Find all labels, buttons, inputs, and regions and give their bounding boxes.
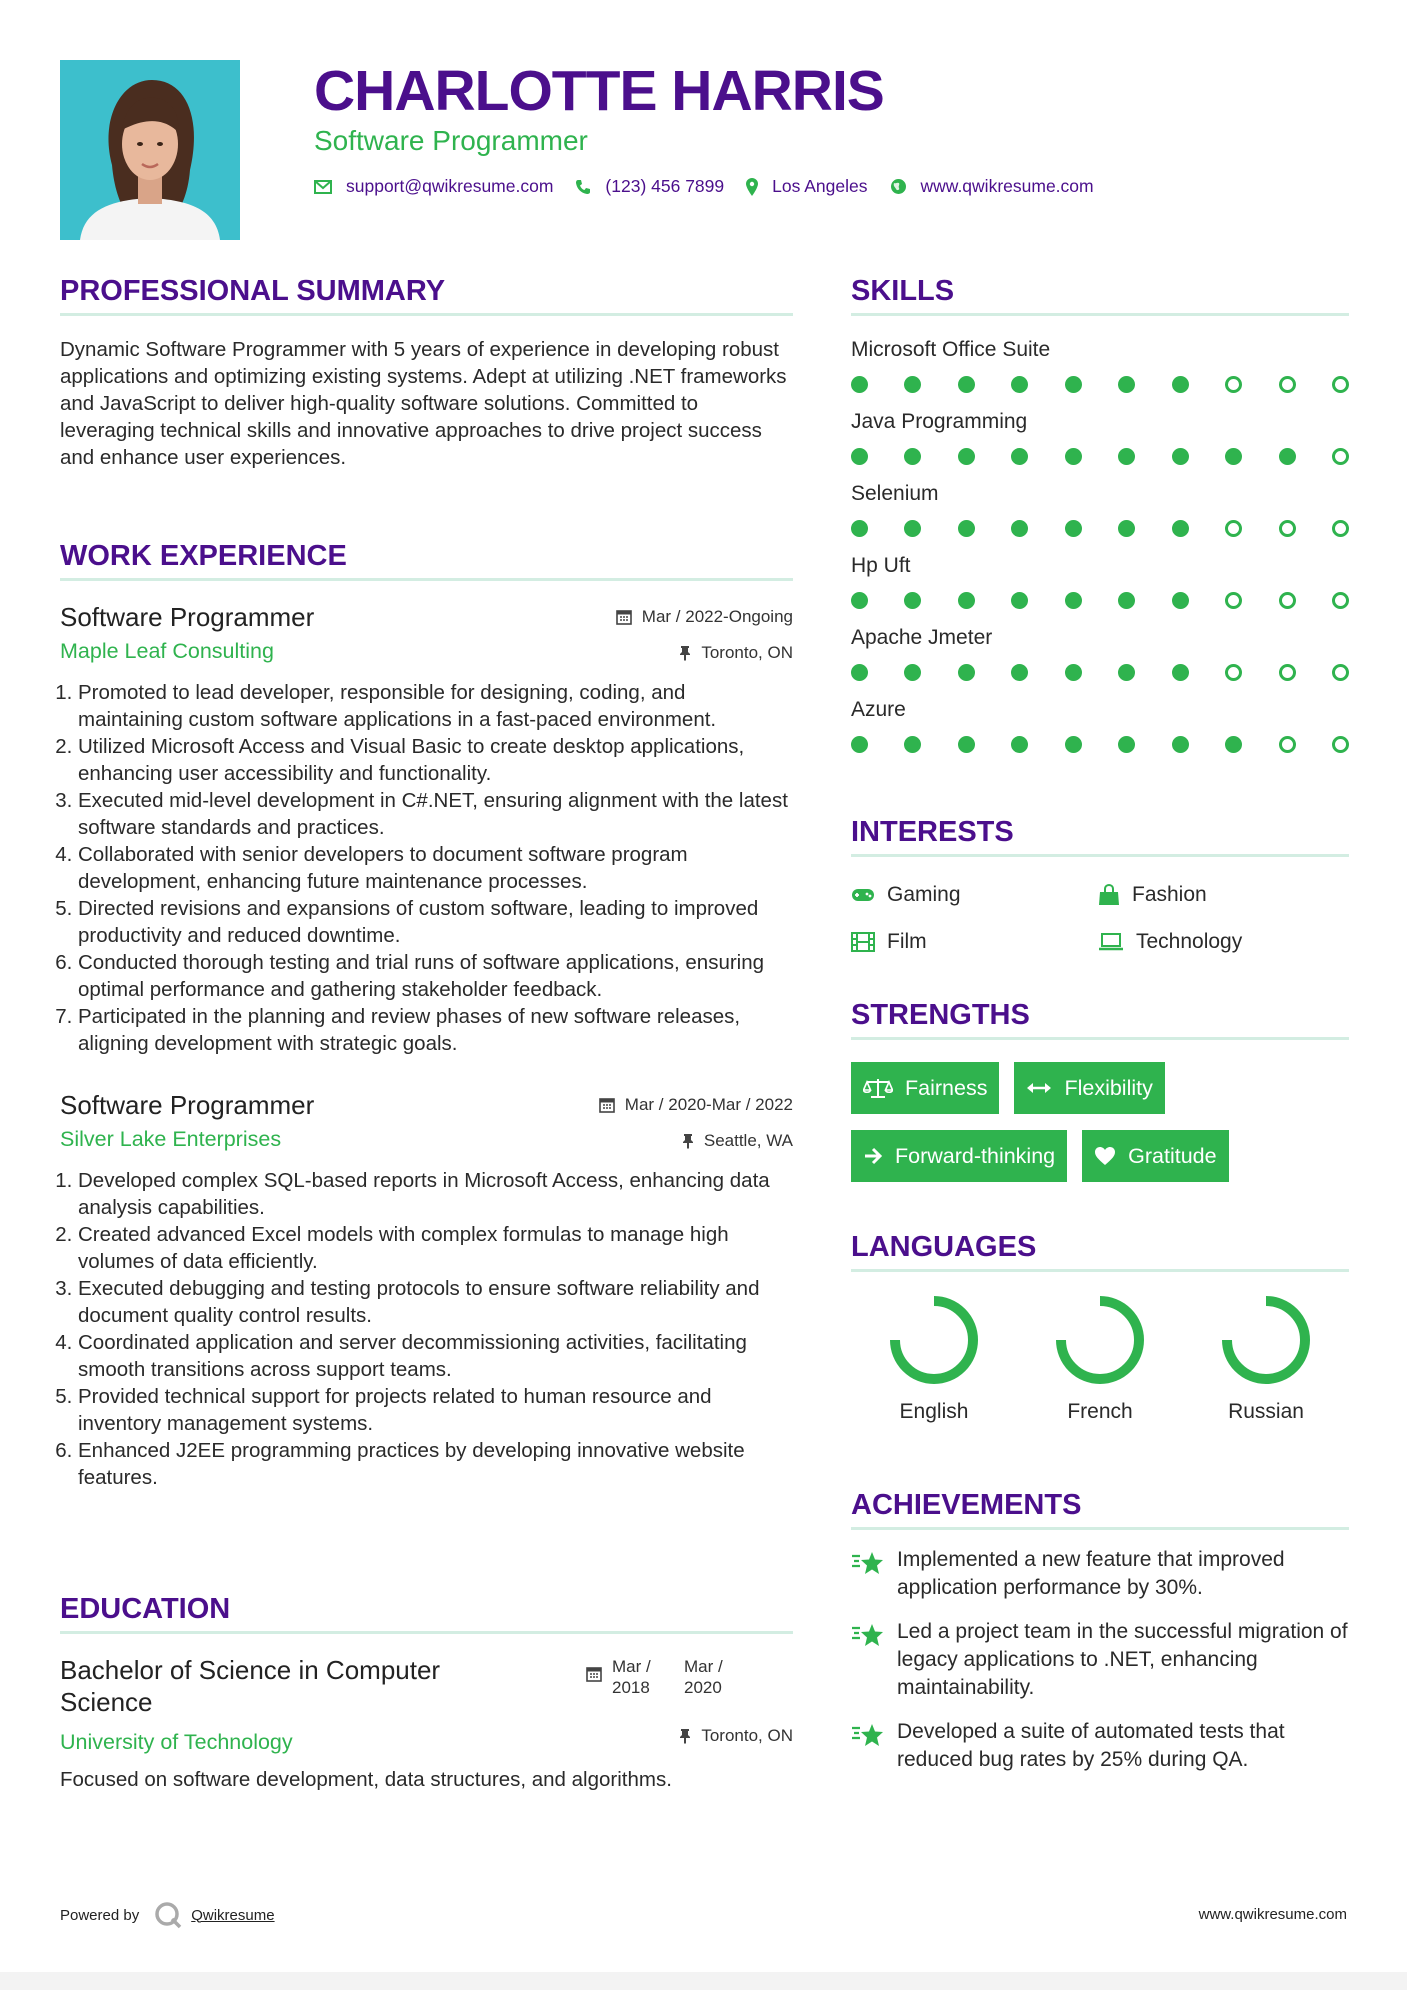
interests-heading: INTERESTS [851,815,1349,857]
skill-row [851,336,1349,393]
languages-list [851,1294,1349,1424]
summary-text: Dynamic Software Programmer with 5 years of experience in developing robust applications and optimizing existing systems. Adept at utilizing .NET frameworks and JavaScript to deliver high-quality software solutions. Committed to leveraging technical skills and innovative approaches to drive project success and enhance user experiences. [60,338,787,469]
contact-website-text: www.qwikresume.com [920,176,1094,196]
rating-dot-filled [1118,736,1135,753]
job-company: Silver Lake Enterprises [60,1127,282,1151]
skill-name: Selenium [851,482,939,505]
pushpin-icon [679,645,691,661]
pushpin-icon [682,1133,694,1149]
rating-dot-filled [1065,376,1082,393]
language-level-ring [1054,1294,1146,1386]
achievement-text: Led a project team in the successful migration of legacy applications to .NET, enhancing maintainability. [897,1620,1348,1699]
rating-dot-filled [1011,592,1028,609]
contact-phone[interactable] [575,176,724,197]
job-bullet: 6. Conducted thorough testing and trial runs of software applications, ensuring optimal performance and gathering stakeholder feedback. [78,949,793,1003]
education-heading: EDUCATION [60,1592,793,1634]
rating-dot-filled [1011,520,1028,537]
job-bullet: 6. Enhanced J2EE programming practices by developing innovative website features. [78,1437,793,1491]
language-level-ring [888,1294,980,1386]
job-date [599,1095,793,1115]
rating-dot-filled [904,520,921,537]
achievements-heading: ACHIEVEMENTS [851,1488,1349,1530]
rating-dot-filled [1172,520,1189,537]
rating-dot-empty [1332,520,1349,537]
job-bullet: 5. Directed revisions and expansions of custom software, leading to improved productivity and reduced downtime. [78,895,793,949]
skill-row [851,552,1349,609]
interest-item [1098,881,1348,908]
contact-website[interactable] [890,176,1094,197]
job-location [679,643,793,663]
strength-tag [1014,1062,1164,1114]
candidate-name: CHARLOTTE HARRIS [314,59,884,123]
rating-dot-filled [1118,376,1135,393]
rating-dot-filled [851,736,868,753]
rating-dot-filled [851,664,868,681]
job-bullets [60,679,793,1057]
skill-rating [851,448,1349,465]
achievement-text: Implemented a new feature that improved application performance by 30%. [897,1548,1285,1599]
job-bullet: 5. Provided technical support for projects related to human resource and inventory management systems. [78,1383,793,1437]
balance-scale-icon [863,1077,893,1099]
rating-dot-filled [1011,448,1028,465]
rating-dot-filled [1011,736,1028,753]
shooting-star-icon [851,1722,885,1748]
heart-icon [1094,1146,1116,1166]
school-name: University of Technology [60,1730,293,1754]
achievement-item [851,1546,1349,1602]
contact-email[interactable] [314,176,553,197]
rating-dot-filled [851,448,868,465]
rating-dot-filled [1011,664,1028,681]
rating-dot-empty [1332,448,1349,465]
rating-dot-empty [1225,376,1242,393]
strength-label: Fairness [905,1075,988,1100]
rating-dot-filled [1065,736,1082,753]
skill-rating [851,592,1349,609]
education-section [60,1592,793,1793]
skill-rating [851,520,1349,537]
strength-tag [851,1130,1067,1182]
job-bullets [60,1167,793,1491]
strengths-section [851,998,1349,1182]
calendar-icon [599,1097,615,1113]
envelope-icon [314,180,332,194]
rating-dot-filled [1225,736,1242,753]
shopping-bag-icon [1098,884,1120,906]
rating-dot-filled [1065,520,1082,537]
pushpin-icon [679,1728,691,1744]
qwikresume-logo-icon [153,1900,183,1930]
job-bullet: 3. Executed mid-level development in C#.NET, ensuring alignment with the latest software standards and practices. [78,787,793,841]
rating-dot-empty [1279,736,1296,753]
shooting-star-icon [851,1622,885,1648]
education-description: Focused on software development, data structures, and algorithms. [60,1768,672,1791]
job-bullet: 7. Participated in the planning and review phases of new software releases, aligning development with strategic goals. [78,1003,793,1057]
arrow-right-icon [863,1147,883,1165]
rating-dot-empty [1225,592,1242,609]
job-entry [60,1089,793,1491]
skill-row [851,480,1349,537]
footer-powered-by [60,1900,275,1930]
rating-dot-filled [1279,448,1296,465]
strengths-heading: STRENGTHS [851,998,1349,1040]
map-pin-icon [746,178,758,196]
rating-dot-filled [1065,592,1082,609]
contact-phone-text: (123) 456 7899 [605,176,725,196]
rating-dot-filled [1011,376,1028,393]
job-location-text: Seattle, WA [703,1131,793,1150]
language-item [851,1294,1017,1424]
strength-label: Gratitude [1128,1143,1217,1168]
rating-dot-filled [958,448,975,465]
strength-tag [851,1062,999,1114]
rating-dot-filled [904,664,921,681]
interest-label: Technology [1136,930,1243,953]
interest-item [1098,928,1348,955]
degree-title: Bachelor of Science in Computer Science [60,1655,441,1717]
rating-dot-filled [1172,448,1189,465]
strengths-tags [851,1062,1349,1182]
language-item [1183,1294,1349,1424]
education-location [679,1726,793,1746]
language-label: French [1067,1400,1133,1423]
education-start: Mar / 2018 [612,1657,651,1697]
rating-dot-filled [1118,592,1135,609]
rating-dot-filled [1118,664,1135,681]
rating-dot-filled [958,520,975,537]
rating-dot-filled [958,736,975,753]
language-label: Russian [1228,1400,1304,1423]
film-icon [851,932,875,952]
interest-label: Fashion [1132,883,1207,906]
powered-by-label: Powered by [60,1906,140,1924]
job-location [682,1131,793,1151]
job-bullet: 1. Promoted to lead developer, responsible for designing, coding, and maintaining custom software applications in a fast-paced environment. [78,679,793,733]
rating-dot-filled [1065,448,1082,465]
rating-dot-filled [904,448,921,465]
skill-row [851,624,1349,681]
summary-section [60,274,793,471]
interest-item [851,928,1098,955]
education-dates [586,1656,742,1698]
language-item [1017,1294,1183,1424]
skill-rating [851,664,1349,681]
experience-heading: WORK EXPERIENCE [60,539,793,581]
page-bottom-band [0,1972,1407,1990]
rating-dot-filled [851,592,868,609]
rating-dot-filled [1172,736,1189,753]
achievements-list [851,1546,1349,1774]
laptop-icon [1098,933,1124,951]
contact-email-text: support@qwikresume.com [346,176,554,196]
job-date-text: Mar / 2020-Mar / 2022 [624,1095,793,1114]
rating-dot-filled [1065,664,1082,681]
rating-dot-empty [1332,376,1349,393]
footer-website[interactable]: www.qwikresume.com [1198,1906,1347,1923]
skill-name: Apache Jmeter [851,626,993,649]
skill-rating [851,376,1349,393]
profile-photo [60,60,240,240]
language-label: English [899,1400,969,1423]
languages-section [851,1230,1349,1424]
rating-dot-filled [958,376,975,393]
rating-dot-empty [1332,664,1349,681]
job-bullet: 2. Created advanced Excel models with complex formulas to manage high volumes of data efficiently. [78,1221,793,1275]
rating-dot-empty [1225,664,1242,681]
strength-label: Forward-thinking [895,1143,1056,1168]
job-bullet: 2. Utilized Microsoft Access and Visual Basic to create desktop applications, enhancing user accessibility and functionality. [78,733,793,787]
skill-name: Java Programming [851,410,1028,433]
job-bullet: 1. Developed complex SQL-based reports in Microsoft Access, enhancing data analysis capabilities. [78,1167,793,1221]
job-date [616,607,793,627]
job-company: Maple Leaf Consulting [60,639,274,663]
rating-dot-filled [1172,376,1189,393]
skills-section [851,274,1349,768]
rating-dot-empty [1279,376,1296,393]
calendar-icon [616,609,632,625]
strength-label: Flexibility [1064,1075,1153,1100]
rating-dot-filled [904,592,921,609]
strength-tag [1082,1130,1228,1182]
education-location-text: Toronto, ON [701,1726,793,1745]
language-level-ring [1220,1294,1312,1386]
interest-label: Film [887,930,927,953]
job-location-text: Toronto, ON [701,643,793,662]
rating-dot-filled [1225,448,1242,465]
shooting-star-icon [851,1550,885,1576]
globe-icon [890,178,907,195]
phone-icon [575,179,591,195]
rating-dot-filled [958,664,975,681]
rating-dot-empty [1332,592,1349,609]
job-bullet: 4. Coordinated application and server decommissioning activities, facilitating smooth transitions across support teams. [78,1329,793,1383]
rating-dot-empty [1225,520,1242,537]
achievement-item [851,1718,1349,1774]
skills-heading: SKILLS [851,274,1349,316]
rating-dot-filled [1172,664,1189,681]
interest-label: Gaming [887,883,961,906]
skill-name: Microsoft Office Suite [851,338,1051,361]
arrows-horizontal-icon [1026,1081,1052,1095]
rating-dot-filled [851,376,868,393]
achievement-item [851,1618,1349,1702]
contact-bar [314,176,1116,197]
education-entry [60,1654,793,1793]
rating-dot-filled [958,592,975,609]
contact-location [746,176,867,197]
skill-name: Hp Uft [851,554,911,577]
rating-dot-filled [904,376,921,393]
job-entry [60,601,793,1057]
achievements-section [851,1488,1349,1774]
qwikresume-link[interactable]: Qwikresume [191,1906,275,1924]
job-bullet: 3. Executed debugging and testing protocols to ensure software reliability and document quality control results. [78,1275,793,1329]
rating-dot-empty [1279,592,1296,609]
achievement-text: Developed a suite of automated tests that reduced bug rates by 25% during QA. [897,1720,1285,1771]
rating-dot-filled [1172,592,1189,609]
rating-dot-filled [904,736,921,753]
gamepad-icon [851,887,875,903]
job-title: Software Programmer [60,1090,315,1120]
rating-dot-filled [851,520,868,537]
education-end: Mar / 2020 [684,1657,723,1697]
experience-section [60,539,793,1491]
skill-row [851,696,1349,753]
rating-dot-empty [1279,520,1296,537]
candidate-role: Software Programmer [314,125,588,156]
skill-name: Azure [851,698,906,721]
rating-dot-empty [1332,736,1349,753]
rating-dot-filled [1118,520,1135,537]
job-title: Software Programmer [60,602,315,632]
skills-list [851,336,1349,753]
calendar-icon [586,1666,602,1682]
rating-dot-empty [1279,664,1296,681]
interest-item [851,881,1098,908]
interests-grid [851,881,1349,955]
skill-rating [851,736,1349,753]
summary-heading: PROFESSIONAL SUMMARY [60,274,793,316]
job-bullet: 4. Collaborated with senior developers to document software program development, enhancing future maintenance processes. [78,841,793,895]
rating-dot-filled [1118,448,1135,465]
skill-row [851,408,1349,465]
job-date-text: Mar / 2022-Ongoing [641,607,793,626]
contact-location-text: Los Angeles [772,176,868,196]
languages-heading: LANGUAGES [851,1230,1349,1272]
interests-section [851,815,1349,955]
